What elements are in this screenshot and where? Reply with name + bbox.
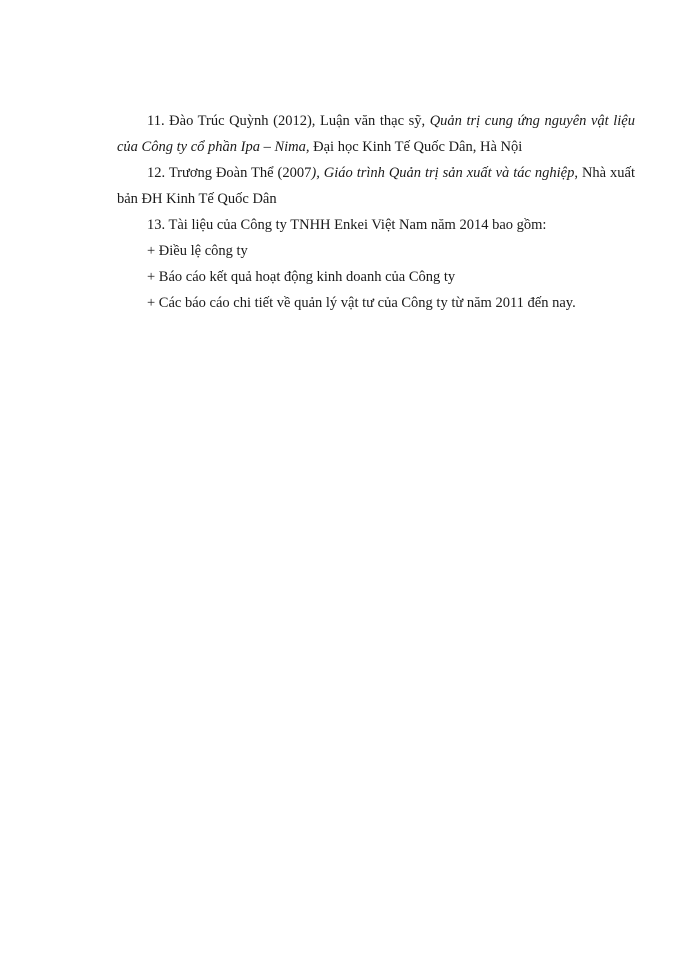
sub-item-charter: + Điều lệ công ty — [147, 243, 248, 259]
reference-title: ), Giáo trình Quản trị sản xuất và tác nghiệp — [311, 165, 575, 181]
reference-number: 11. — [147, 113, 165, 129]
reference-list — [117, 108, 635, 316]
reference-item-12 — [117, 160, 635, 212]
sub-item-business-report: + Báo cáo kết quả hoạt động kinh doanh của Công ty — [147, 269, 456, 285]
sub-item-materials-reports: + Các báo cáo chi tiết về quản lý vật tư của Công ty từ năm 2011 đến nay. — [147, 295, 576, 311]
reference-publisher-text: Đại học Kinh Tế Quốc Dân, Hà Nội — [309, 139, 523, 155]
reference-item-11 — [117, 108, 635, 160]
reference-description: Tài liệu của Công ty TNHH Enkei Việt Nam năm 2014 bao gồm: — [168, 217, 547, 233]
reference-number: 12. — [147, 165, 166, 181]
reference-author-text: Trương Đoàn Thể (2007 — [168, 165, 312, 181]
reference-item-13 — [117, 212, 635, 238]
reference-publisher-text: , Nhà xuất bản ĐH Kinh Tế Quốc Dân — [117, 165, 636, 207]
reference-number: 13. — [147, 217, 166, 233]
reference-author-text: Đào Trúc Quỳnh (2012), Luận văn thạc sỹ, — [169, 113, 430, 129]
reference-title: Quản trị cung ứng nguyên vật liệu của Công ty cổ phần Ipa – Nima, — [117, 113, 635, 155]
